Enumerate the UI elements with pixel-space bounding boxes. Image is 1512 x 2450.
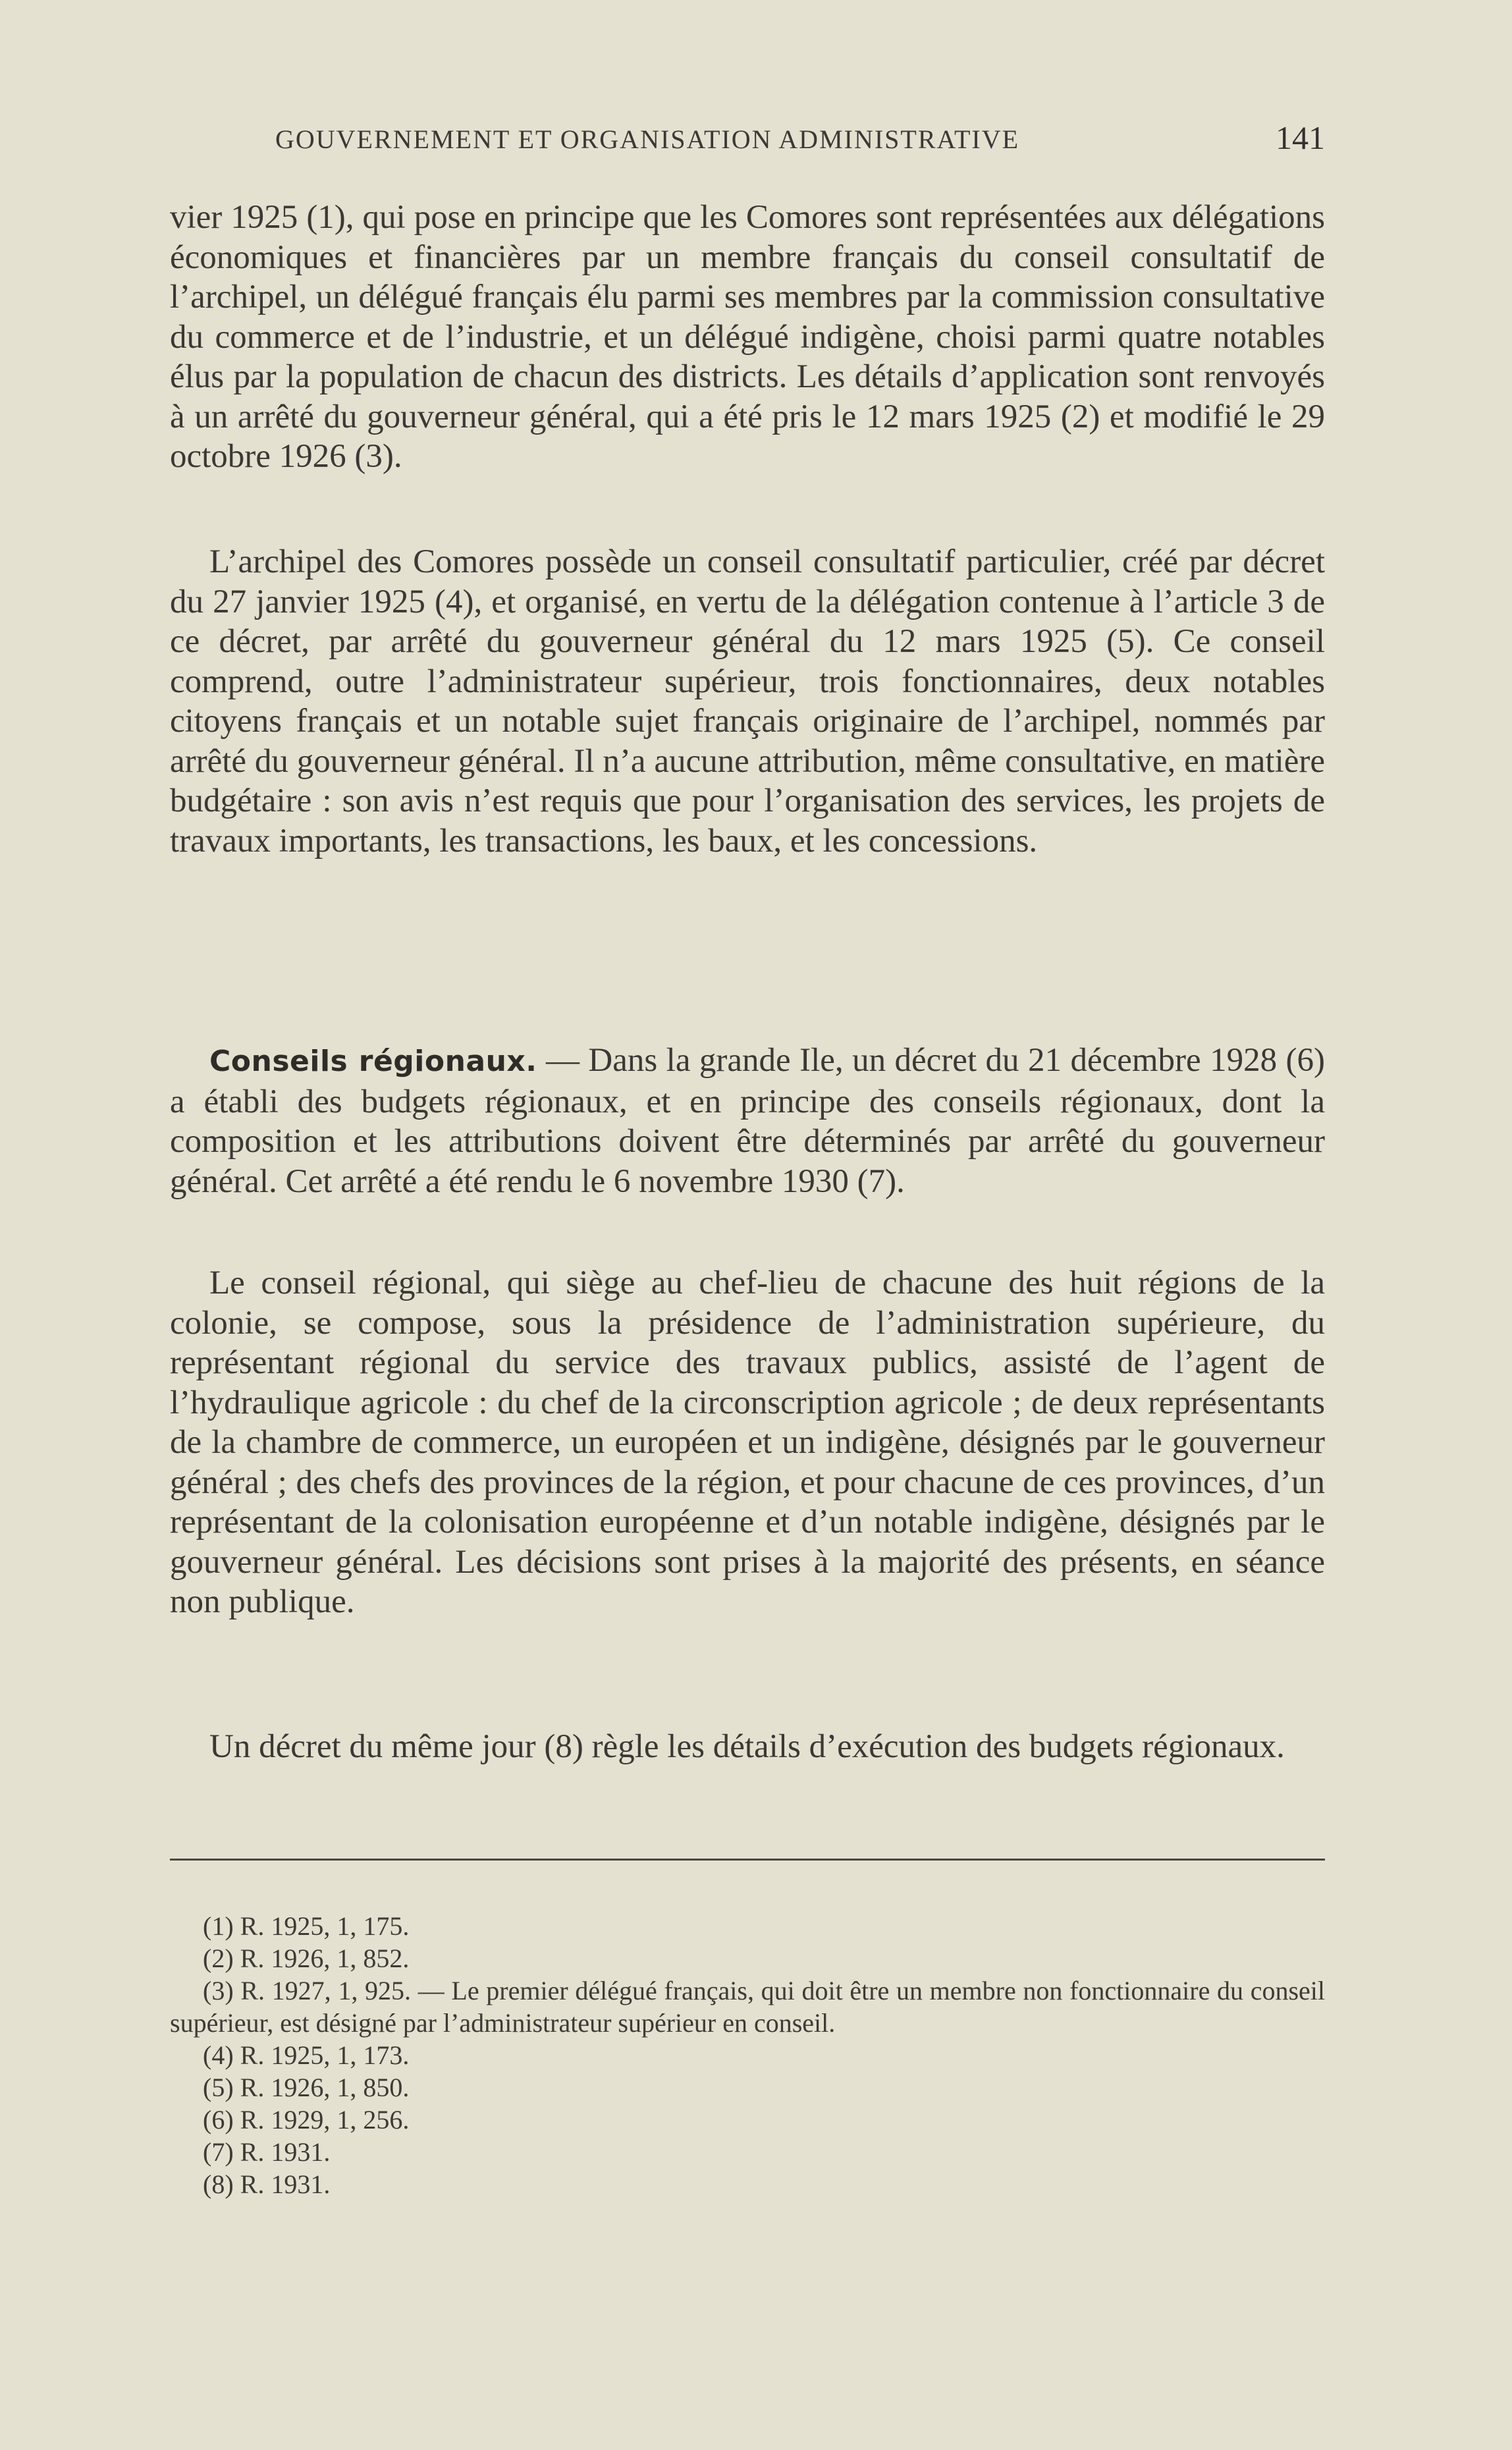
footnote-6: (6) R. 1929, 1, 256.: [203, 2105, 410, 2135]
footnote-5: (5) R. 1926, 1, 850.: [203, 2073, 410, 2102]
paragraph-decree-execution: Un décret du même jour (8) règle les détails d’exécution des budgets régionaux.: [209, 1728, 1285, 1765]
page-number: 141: [1276, 119, 1325, 156]
footnote-2: (2) R. 1926, 1, 852.: [203, 1944, 410, 1973]
footnote-4: (4) R. 1925, 1, 173.: [203, 2040, 410, 2070]
paragraph-regional-councils-text: — Dans la grande Ile, un décret du 21 décembre 1928 (6) a établi des budgets régionaux, et en principe des conseils régionaux, dont la composition et les attributions doivent être déterminés par arrêté du gouverneur général. Cet arrêté a été rendu le 6 novembre 1930 (7).: [170, 1042, 1325, 1200]
footnotes: [170, 1910, 1325, 2200]
page-header: [275, 119, 1325, 158]
footnote-1: (1) R. 1925, 1, 175.: [203, 1911, 410, 1941]
footnote-7: (7) R. 1931.: [203, 2137, 331, 2167]
footnote-3: (3) R. 1927, 1, 925. — Le premier délégué français, qui doit être un membre non fonctionnaire du conseil supérieur, est désigné par l’administrateur supérieur en conseil.: [170, 1976, 1325, 2038]
paragraph-continued: vier 1925 (1), qui pose en principe que les Comores sont représentées aux délégations économiques et financières par un membre français du conseil consultatif de l’archipel, un délégué français élu parmi ses membres par la commission consultative du commerce et de l’industrie, et un délégué indigène, choisi parmi quatre notables élus par la population de chacun des districts. Les détails d’application sont renvoyés à un arrêté du gouverneur général, qui a été pris le 12 mars 1925 (2) et modifié le 29 octobre 1926 (3).: [170, 199, 1325, 475]
footnote-divider: [170, 1859, 1325, 1861]
section-heading: Conseils régionaux.: [209, 1045, 537, 1078]
footnote-8: (8) R. 1931.: [203, 2169, 331, 2199]
paragraph-regional-councils: [170, 1041, 1325, 1201]
paragraph-council-composition: Le conseil régional, qui siège au chef-lieu de chacune des huit régions de la colonie, se compose, sous la présidence de l’administration supérieure, du représentant régional du service des travaux publics, assisté de l’agent de l’hydraulique agricole : du chef de la circonscription agricole ; de deux représentants de la chambre de commerce, un européen et un indigène, désignés par le gouverneur général ; des chefs des provinces de la région, et pour chacune de ces provinces, d’un représentant de la colonisation européenne et d’un notable indigène, désignés par le gouverneur général. Les décisions sont prises à la majorité des présents, en séance non publique.: [170, 1265, 1325, 1620]
running-title: GOUVERNEMENT ET ORGANISATION ADMINISTRATIVE: [275, 124, 1020, 154]
paragraph-comores-council: L’archipel des Comores possède un conseil consultatif particulier, créé par décret du 27 janvier 1925 (4), et organisé, en vertu de la délégation contenue à l’article 3 de ce décret, par arrêté du gouverneur général du 12 mars 1925 (5). Ce conseil comprend, outre l’administrateur supérieur, trois fonctionnaires, deux notables citoyens français et un notable sujet français originaire de l’archipel, nommés par arrêté du gouverneur général. Il n’a aucune attribution, même consultative, en matière budgétaire : son avis n’est requis que pour l’organisation des services, les projets de travaux importants, les transactions, les baux, et les concessions.: [170, 543, 1325, 859]
